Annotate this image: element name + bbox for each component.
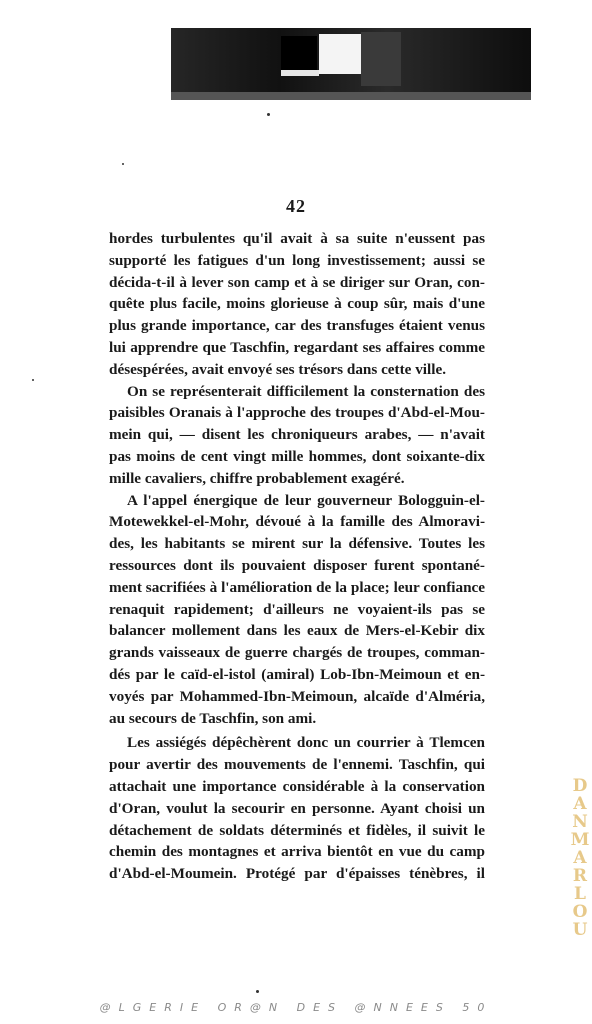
header-light-strip (281, 70, 319, 76)
text-line: mille cavaliers, chiffre probablement exagéré. (109, 469, 405, 487)
text-line: hordes turbulentes qu'il avait à sa suite n'eussent pas (109, 230, 485, 247)
speck (267, 113, 270, 116)
speck (32, 379, 34, 381)
page-number: 42 (286, 196, 306, 216)
text-line: grands vaisseaux de guerre chargés de troupes, comman- (109, 644, 485, 662)
text-line: renaquit rapidement; d'ailleurs ne voyaient-ils pas se (109, 600, 485, 618)
header-bottom-strip (171, 92, 531, 100)
text-line: des, les habitants se mirent sur la défensive. Toutes les (109, 535, 485, 553)
text-line: désespérées, avait envoyé ses trésors dans cette ville. (109, 360, 446, 378)
speck (122, 163, 124, 165)
text-line: plus grande importance, car des transfuges étaient venus (109, 317, 485, 335)
text-line: ment sacrifiées à l'amélioration de la place; leur confiance (109, 578, 485, 596)
text-line: Les assiégés dépêchèrent donc un courrier à Tlemcen (127, 734, 485, 752)
side-watermark: DANMARLOU (570, 776, 590, 938)
text-line: pour avertir des mouvements de l'ennemi. Taschfin, qui (109, 756, 485, 774)
text-line: attachait une importance considérable à la conservation (109, 777, 485, 795)
header-dark-block (281, 36, 317, 70)
header-grey-block (361, 32, 401, 86)
text-line: dés par le caïd-el-istol (amiral) Lob-Ibn-Meimoun et en- (109, 665, 485, 683)
text-line: lui apprendre que Taschfin, regardant ses affaires comme (109, 338, 485, 356)
text-line: On se représenterait difficilement la consternation des (127, 382, 485, 400)
text-line: au secours de Taschfin, son ami. (109, 709, 317, 727)
text-line: paisibles Oranais à l'approche des troupes d'Abd-el-Mou- (109, 404, 485, 422)
scan-header-band (171, 28, 531, 100)
text-line: chemin des montagnes et arriva bientôt en vue du camp (109, 843, 485, 861)
text-line: détachement de soldats déterminés et fidèles, il suivit le (109, 821, 485, 839)
speck (256, 990, 259, 993)
text-line: d'Oran, voulut la secourir en personne. Ayant choisi un (109, 799, 485, 817)
text-line: d'Abd-el-Moumein. Protégé par d'épaisses ténèbres, il (109, 865, 485, 883)
text-line: ressources dont ils pouvaient disposer furent spontané- (109, 556, 485, 574)
text-line: supporté les fatigues d'un long investissement; aussi se (109, 251, 485, 269)
text-line: voyés par Mohammed-Ibn-Meimoun, alcaïde d'Alméria, (109, 687, 485, 705)
text-line: pas moins de cent vingt mille hommes, dont soixante-dix (109, 447, 485, 465)
text-line: A l'appel énergique de leur gouverneur Bologguin-el- (127, 491, 485, 509)
header-light-block (319, 34, 361, 74)
text-line: décida-t-il à lever son camp et à se diriger sur Oran, con- (109, 273, 485, 291)
footer-watermark: @LGERIE OR@N DES @NNEES 50 (99, 1001, 493, 1014)
text-line: mein qui, — disent les chroniqueurs arabes, — n'avait (109, 426, 485, 444)
text-line: Motewekkel-el-Mohr, dévoué à la famille des Almoravi- (109, 513, 485, 531)
text-line: balancer mollement dans les eaux de Mers-el-Kebir dix (109, 622, 485, 640)
text-line: quête plus facile, moins glorieuse à coup sûr, mais d'une (109, 295, 485, 313)
body-text (109, 228, 485, 885)
